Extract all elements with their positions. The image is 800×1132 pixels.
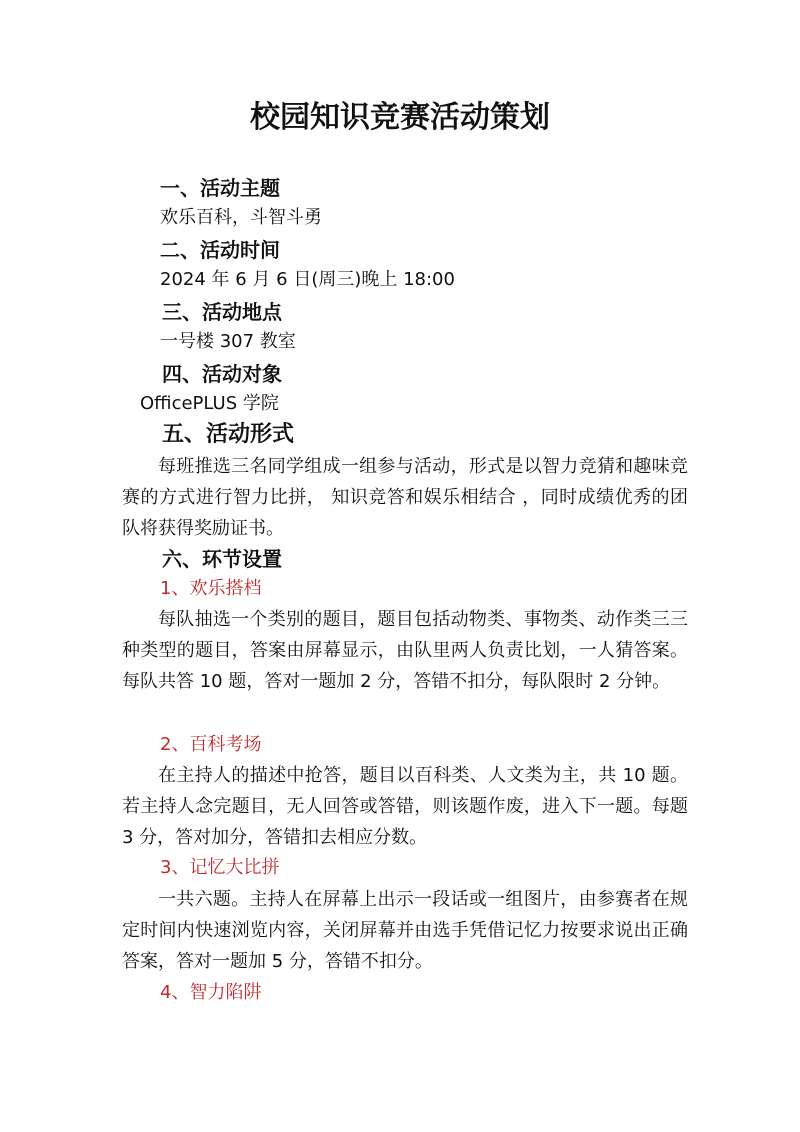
section-heading-theme: 一、活动主题 <box>160 176 280 200</box>
segment-text-3: 一共六题。主持人在屏幕上出示一段话或一组图片，由参赛者在规定时间内快速浏览内容，关闭屏幕并由选手凭借记忆力按要求说出正确答案，答对一题加 5 分，答错不扣分。 <box>122 889 688 972</box>
section-text-theme: 欢乐百科，斗智斗勇 <box>160 207 322 228</box>
section-heading-location: 三、活动地点 <box>162 300 282 324</box>
section-heading-segments: 六、环节设置 <box>162 547 282 571</box>
segment-text-2: 在主持人的描述中抢答，题目以百科类、人文类为主，共 10 题。若主持人念完题目，无人回答或答错，则该题作废，进入下一题。每题 3 分，答对加分，答错扣去相应分数。 <box>122 765 688 848</box>
section-heading-time: 二、活动时间 <box>160 238 280 262</box>
section-text-audience: OfficePLUS 学院 <box>140 393 279 414</box>
section-heading-audience: 四、活动对象 <box>162 362 282 386</box>
section-text-location: 一号楼 307 教室 <box>160 331 296 352</box>
segment-title-2: 2、百科考场 <box>160 734 262 755</box>
section-text-format: 每班推选三名同学组成一组参与活动，形式是以智力竞猜和趣味竞赛的方式进行智力比拼， 知识竞答和娱乐相结合 ，同时成绩优秀的团队将获得奖励证书。 <box>122 456 688 539</box>
segment-text-1: 每队抽选一个类别的题目，题目包括动物类、事物类、动作类三三种类型的题目，答案由屏幕显示，由队里两人负责比划，一人猜答案。每队共答 10 题，答对一题加 2 分，答错不扣分，每队限时 2 分钟。 <box>122 609 688 692</box>
section-text-time: 2024 年 6 月 6 日(周三)晚上 18:00 <box>160 269 455 290</box>
segment-title-3: 3、记忆大比拼 <box>160 857 280 878</box>
segment-title-4: 4、智力陷阱 <box>160 982 262 1003</box>
section-heading-format: 五、活动形式 <box>162 422 295 447</box>
document-title: 校园知识竞赛活动策划 <box>250 100 550 135</box>
segment-title-1: 1、欢乐搭档 <box>160 578 262 599</box>
